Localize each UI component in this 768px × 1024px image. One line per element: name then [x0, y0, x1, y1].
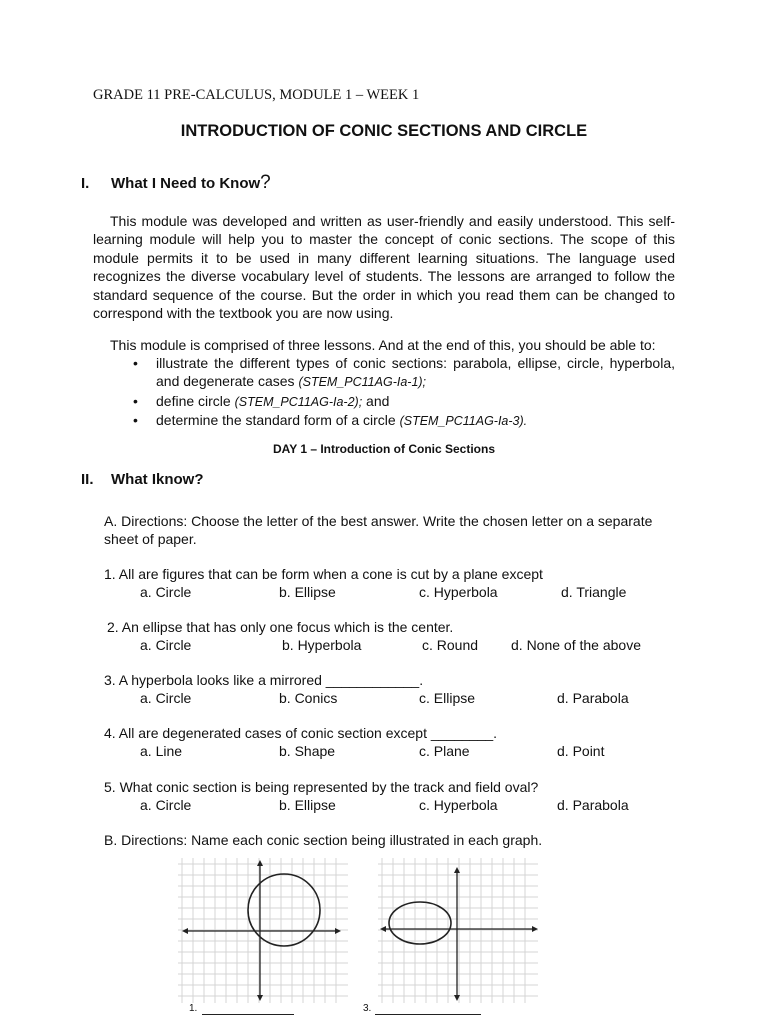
- question-4: 4. All are degenerated cases of conic section except ________.: [104, 725, 498, 741]
- objective-item: [133, 411, 675, 430]
- objectives-list: [133, 354, 675, 431]
- x-axis-arrow-right-icon: [532, 926, 538, 932]
- option-a: a. Circle: [140, 584, 192, 600]
- bullet-icon: •: [133, 392, 138, 409]
- graph-1-answer-blank[interactable]: [202, 1014, 294, 1015]
- page-title: INTRODUCTION OF CONIC SECTIONS AND CIRCLE: [180, 122, 588, 140]
- option-d: d. Triangle: [561, 584, 627, 600]
- objective-item: [133, 392, 675, 411]
- y-axis-arrow-up-icon: [257, 860, 263, 866]
- option-d: d. Point: [557, 743, 605, 759]
- objective-text: define circle: [156, 392, 235, 409]
- graph-grid: [378, 858, 538, 1003]
- section-title-mark: ?: [260, 172, 271, 193]
- question-1: 1. All are figures that can be form when a cone is cut by a plane except: [104, 566, 543, 582]
- option-a: a. Circle: [140, 637, 192, 653]
- x-axis-arrow-right-icon: [335, 928, 341, 934]
- x-axis-arrow-left-icon: [380, 926, 386, 932]
- option-a: a. Circle: [140, 690, 192, 706]
- option-b: b. Conics: [279, 690, 338, 706]
- graph-3-answer-blank[interactable]: [375, 1014, 481, 1015]
- competency-code: (STEM_PC11AG-Ia-1);: [298, 375, 427, 390]
- module-description: This module was developed and written as user-friendly and easily understood. This self-learning module will help you to master the concept of conic sections. The scope of this module permits it to be used in many different learning situations. The language used recognizes the diverse vocabulary level of students. The lessons are arranged to follow the standard sequence of the course. But the order in which you read them can be changed to correspond with the textbook you are now using.: [93, 213, 675, 322]
- section-title: What I Need to Know: [111, 175, 261, 192]
- option-c: c. Ellipse: [419, 690, 476, 706]
- section-title: What Iknow?: [111, 471, 204, 488]
- graph-1-label: 1.: [189, 1003, 198, 1014]
- option-a: a. Circle: [140, 797, 192, 813]
- objective-item: [133, 354, 675, 392]
- section-heading-what-i-know: [81, 471, 204, 488]
- option-b: b. Ellipse: [279, 797, 336, 813]
- competency-code: (STEM_PC11AG-Ia-3).: [399, 414, 528, 429]
- option-c: c. Plane: [419, 743, 470, 759]
- day-heading: DAY 1 – Introduction of Conic Sections: [272, 442, 496, 456]
- option-b: b. Shape: [279, 743, 336, 759]
- objective-text: determine the standard form of a circle: [156, 412, 400, 429]
- directions-a: A. Directions: Choose the letter of the best answer. Write the chosen letter on a separate sheet of paper.: [104, 513, 653, 548]
- option-d: d. Parabola: [557, 690, 629, 706]
- ellipse-graph: [378, 858, 538, 1003]
- option-d: d. None of the above: [511, 637, 641, 653]
- option-b: b. Hyperbola: [282, 637, 362, 653]
- section-number: II.: [81, 471, 94, 488]
- option-c: c. Round: [422, 637, 479, 653]
- option-c: c. Hyperbola: [419, 797, 498, 813]
- bullet-icon: •: [133, 412, 138, 429]
- option-c: c. Hyperbola: [419, 584, 498, 600]
- bullet-icon: •: [133, 355, 138, 371]
- question-5: 5. What conic section is being represented by the track and field oval?: [104, 779, 539, 795]
- objective-text: illustrate the different types of conic sections: parabola, ellipse, circle, hyperbola, and degenerate cases: [156, 355, 675, 390]
- objectives-intro: This module is comprised of three lessons. And at the end of this, you should be able to:: [110, 337, 656, 353]
- option-a: a. Line: [140, 743, 183, 759]
- graph-3-label: 3.: [363, 1003, 372, 1014]
- competency-code: (STEM_PC11AG-Ia-2);: [234, 394, 363, 409]
- y-axis-arrow-down-icon: [257, 995, 263, 1001]
- course-header: GRADE 11 PRE-CALCULUS, MODULE 1 – WEEK 1: [93, 87, 420, 103]
- section-number: I.: [81, 175, 90, 192]
- x-axis-arrow-left-icon: [182, 928, 188, 934]
- question-2: 2. An ellipse that has only one focus which is the center.: [107, 619, 454, 635]
- option-d: d. Parabola: [557, 797, 629, 813]
- directions-b: B. Directions: Name each conic section being illustrated in each graph.: [104, 832, 543, 848]
- objective-after: and: [362, 392, 390, 409]
- section-heading-what-i-need-to-know: [81, 172, 271, 194]
- question-3: 3. A hyperbola looks like a mirrored ____________.: [104, 672, 424, 688]
- circle-graph: [178, 858, 348, 1003]
- option-b: b. Ellipse: [279, 584, 336, 600]
